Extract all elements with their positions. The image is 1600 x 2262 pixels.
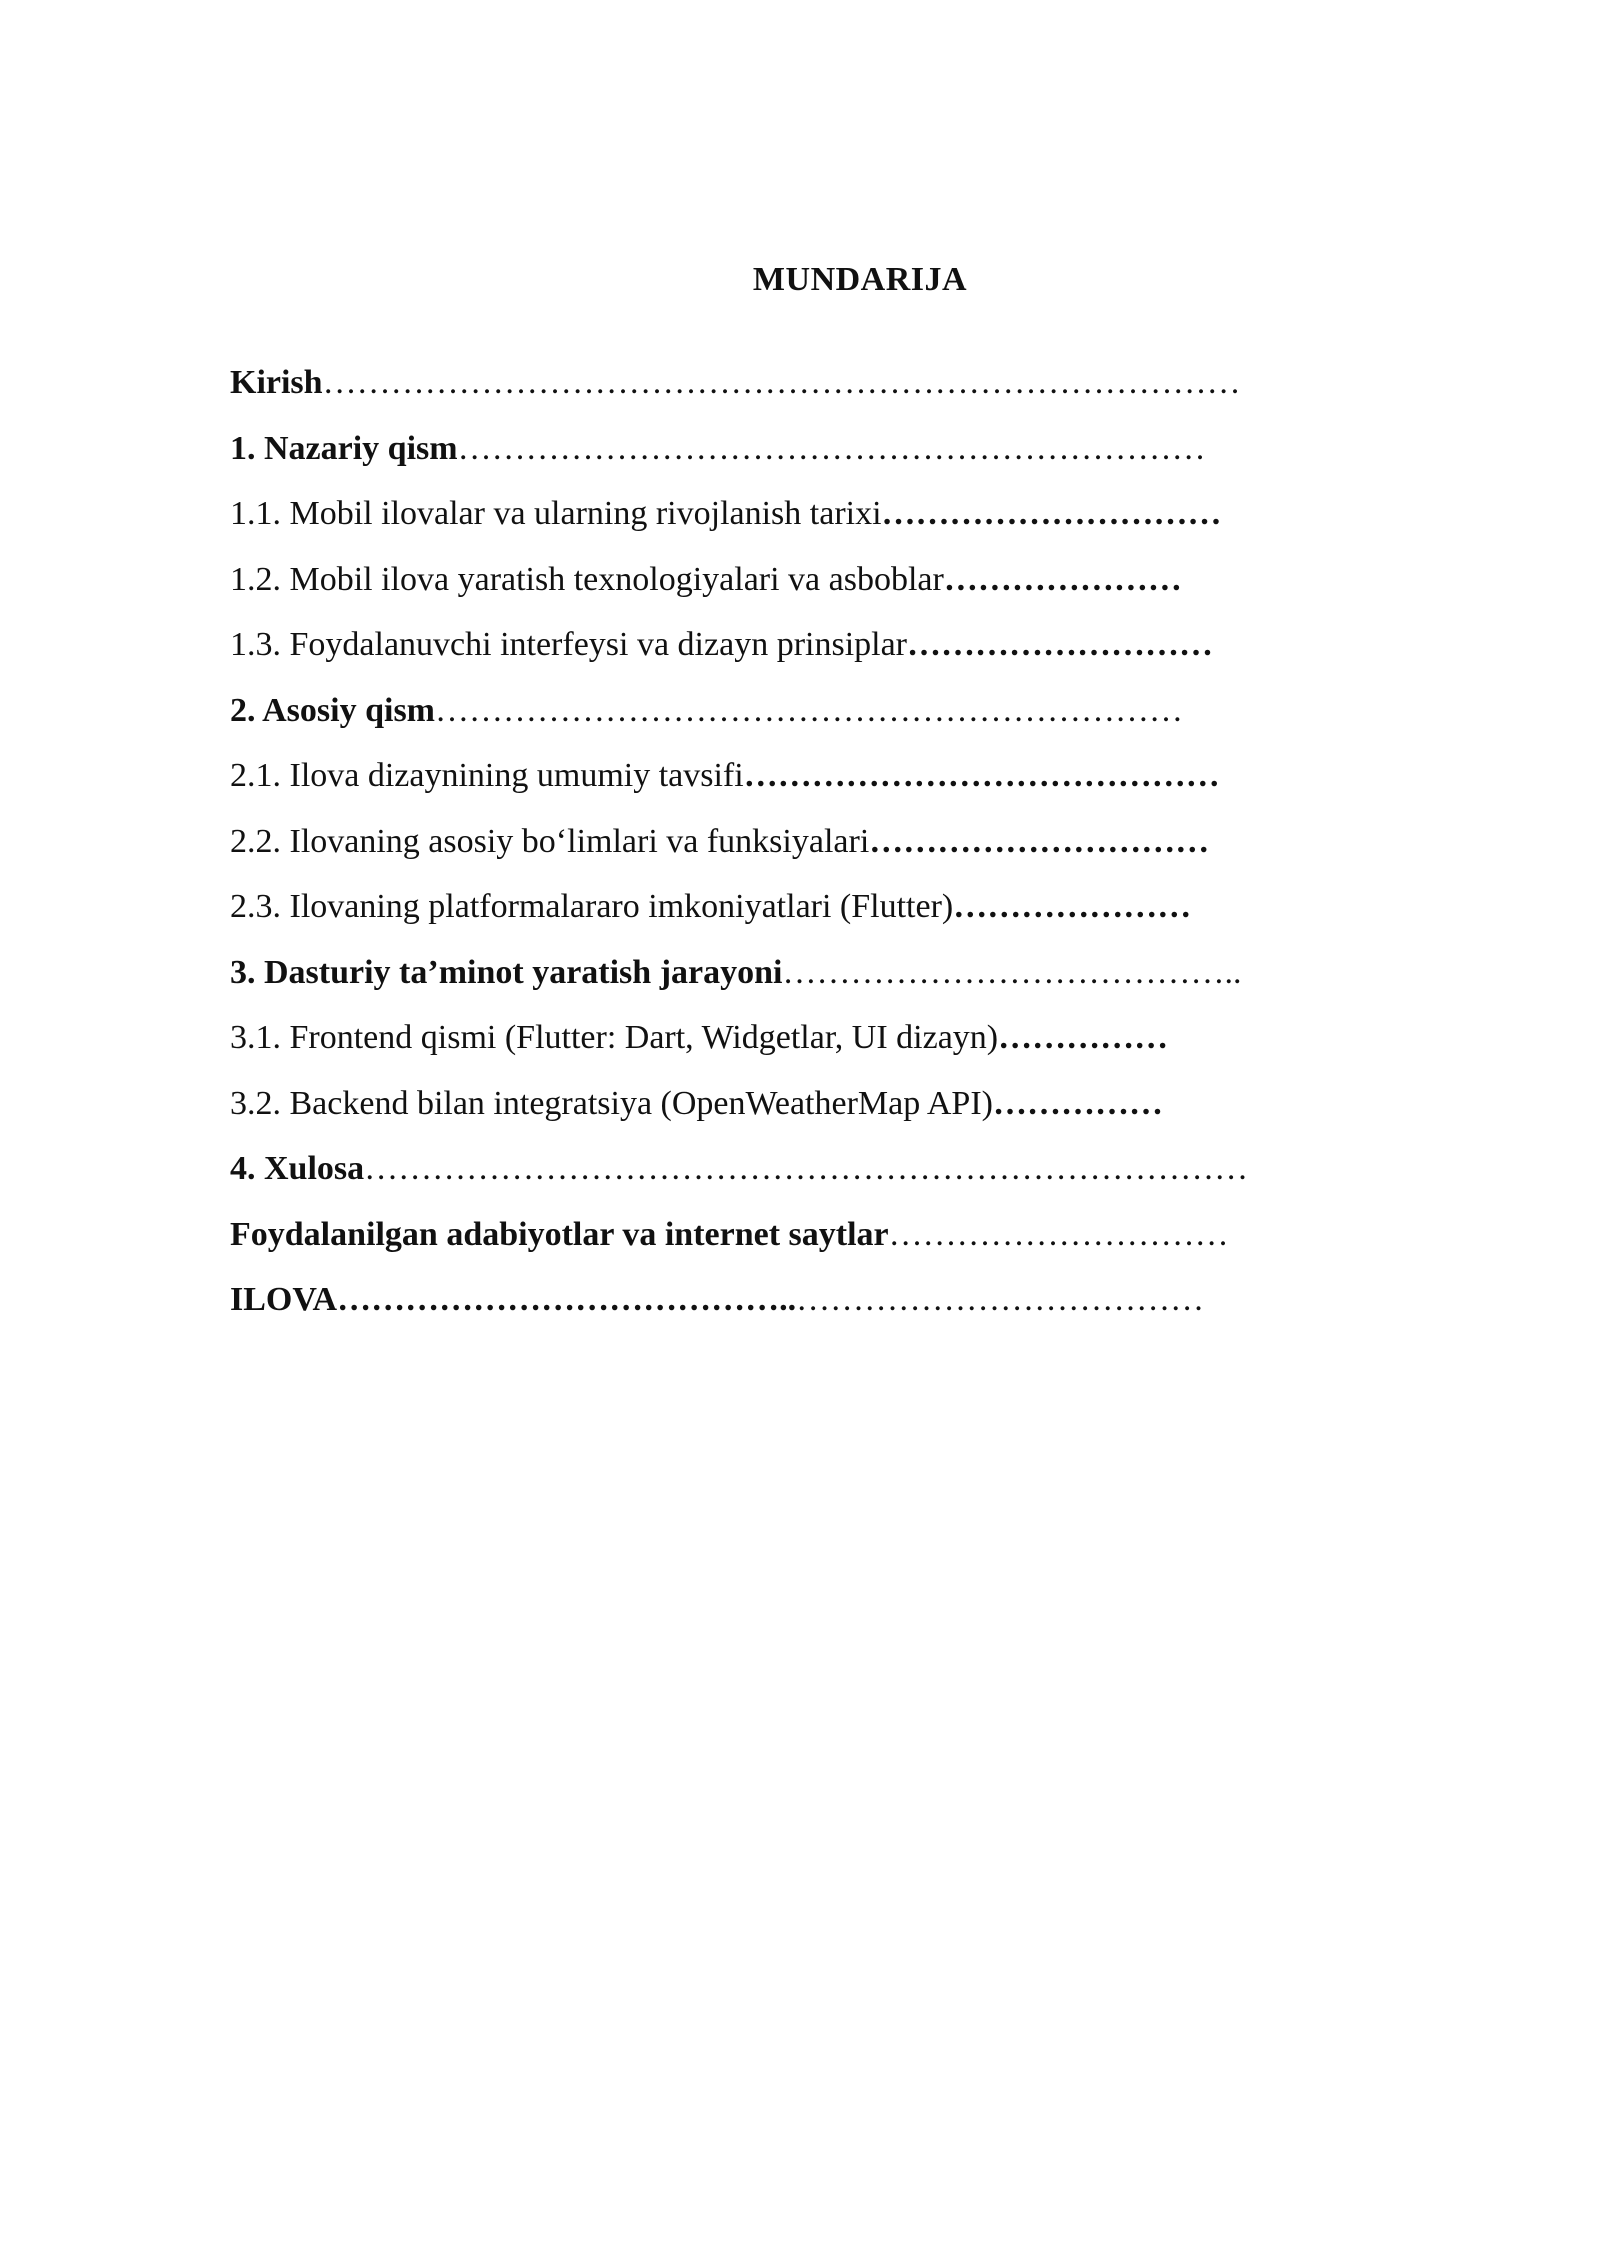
toc-entry-label: 1.2. Mobil ilova yaratish texnologiyalari va asboblar: [230, 560, 944, 598]
toc-entry-2-3: [230, 882, 1390, 948]
toc-entry-label: 2.3. Ilovaning platformalararo imkoniyatlari (Flutter): [230, 888, 954, 925]
toc-entry-1: [230, 424, 1390, 490]
toc-entry-label: 2. Asosiy qism: [230, 691, 435, 729]
toc-entry-label: 1.1. Mobil ilovalar va ularning rivojlanish tarixi: [230, 495, 882, 532]
toc-entry-label: 3.2. Backend bilan integratsiya (OpenWeatherMap API): [230, 1084, 993, 1122]
toc-entry-2-1: [230, 751, 1390, 817]
toc-entry-2: [230, 686, 1390, 752]
toc-dot-leader: ……………………………………………………………………: [364, 1150, 1249, 1187]
toc-entry-label: ILOVA: [230, 1281, 338, 1318]
toc-dot-leader: …………………………………..: [782, 953, 1242, 991]
toc-dot-leader: ………………………………………………………………………: [322, 364, 1241, 401]
toc-entry-label: 2.1. Ilova dizaynining umumiy tavsifi: [230, 757, 744, 794]
toc-dot-leader: …………………: [943, 560, 1182, 598]
toc-entry-1-3: [230, 620, 1390, 686]
toc-entry-label: Foydalanilgan adabiyotlar va internet saytlar: [230, 1215, 889, 1253]
toc-dot-leader: …………………………………..: [337, 1281, 797, 1318]
toc-entry-3-1: [230, 1013, 1390, 1079]
toc-entry-kirish: [230, 358, 1390, 424]
table-of-contents: [230, 358, 1390, 1341]
toc-dot-leader: ………………………: [907, 626, 1213, 663]
toc-entry-label: 2.2. Ilovaning asosiy bo‘limlari va funksiyalari: [230, 822, 870, 860]
toc-dot-leader: …………………………: [888, 1215, 1229, 1253]
toc-dot-leader: …………………………: [869, 822, 1210, 860]
toc-entry-1-1: [230, 489, 1390, 555]
toc-entry-label: 3. Dasturiy ta’minot yaratish jarayoni: [230, 953, 783, 991]
toc-dot-leader: …………………………………………………………: [435, 691, 1183, 729]
page-title: MUNDARIJA: [752, 261, 968, 298]
toc-entry-label: 1. Nazariy qism: [230, 429, 458, 467]
toc-entry-2-2: [230, 817, 1390, 883]
toc-dot-leader: ……………: [992, 1084, 1163, 1122]
toc-dot-leader: ……………………………………: [743, 757, 1220, 794]
toc-entry-label: Kirish: [230, 364, 323, 401]
toc-entry-references: [230, 1210, 1390, 1276]
toc-dot-leader: …………………: [953, 888, 1192, 925]
toc-entry-1-2: [230, 555, 1390, 621]
toc-entry-ilova: [230, 1275, 1390, 1341]
toc-dot-leader: ……………: [998, 1019, 1169, 1056]
toc-entry-4: [230, 1144, 1390, 1210]
toc-entry-3-2: [230, 1079, 1390, 1145]
toc-dot-leader: …………………………: [881, 495, 1222, 532]
toc-dot-leader-tail: ………………………………: [796, 1281, 1205, 1318]
toc-dot-leader: …………………………………………………………: [457, 429, 1206, 467]
toc-entry-3: [230, 948, 1390, 1014]
toc-entry-label: 3.1. Frontend qismi (Flutter: Dart, Widgetlar, UI dizayn): [230, 1019, 999, 1056]
toc-entry-label: 1.3. Foydalanuvchi interfeysi va dizayn prinsiplar: [230, 626, 907, 663]
toc-entry-label: 4. Xulosa: [230, 1150, 365, 1187]
